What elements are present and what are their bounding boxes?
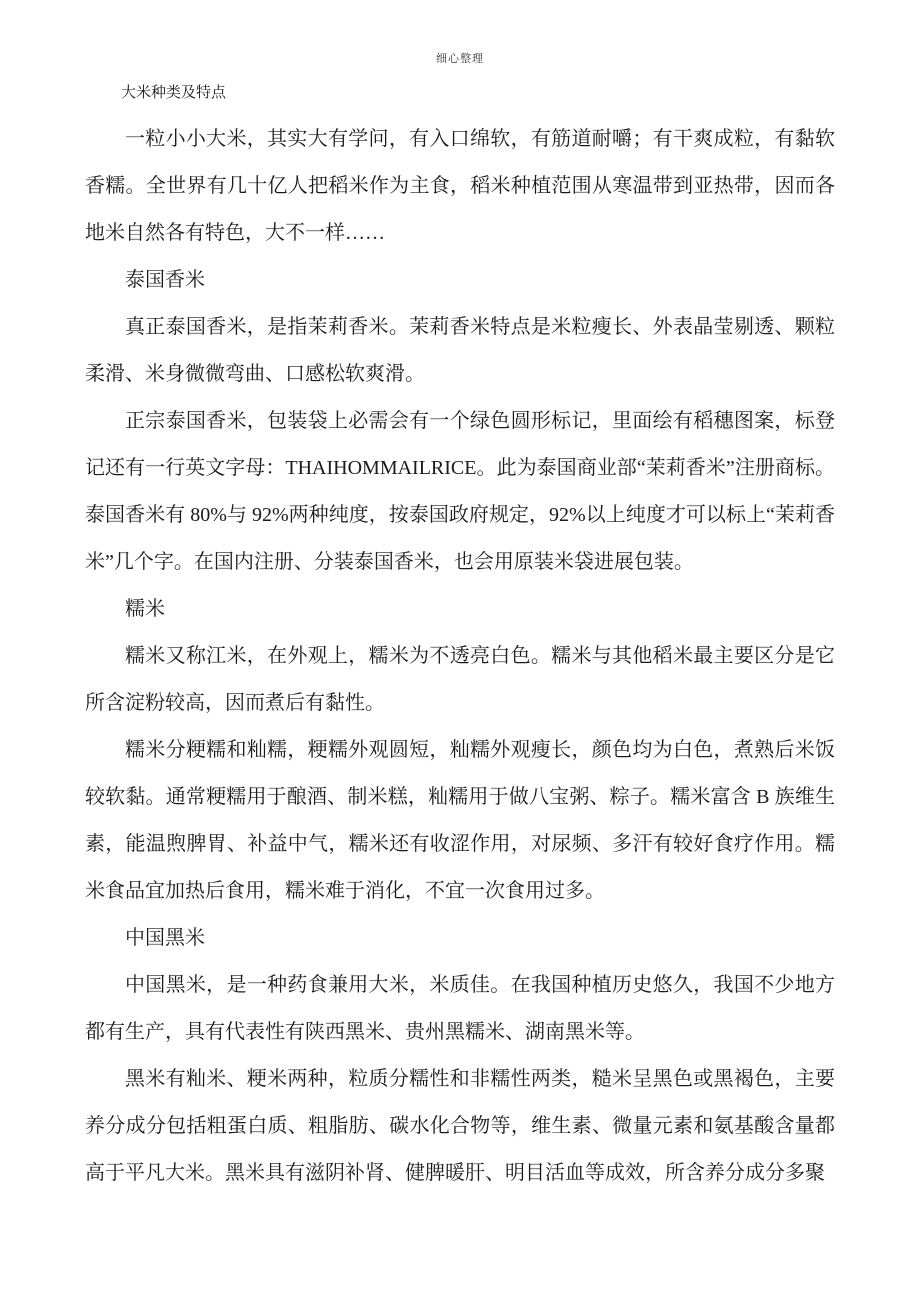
paragraph-thai-rice-2: 正宗泰国香米，包装袋上必需会有一个绿色圆形标记，里面绘有稻穗图案，标登记还有一行英文字母：THAIHOMMAILRICE。此为泰国商业部“茉莉香米”注册商标。泰国香米有 80%与 92%两种纯度，按泰国政府规定，92%以上纯度才可以标上“茉莉香米”几个字。在国内注册、分装泰国香米，也会用原装米袋进展包装。 <box>85 410 835 573</box>
section-heading-black-rice: 中国黑米 <box>125 927 205 949</box>
paragraph-glutinous-rice-1: 糯米又称江米，在外观上，糯米为不透亮白色。糯米与其他稻米最主要区分是它所含淀粉较高，因而煮后有黏性。 <box>85 645 835 714</box>
section-heading-glutinous-rice: 糯米 <box>125 598 165 620</box>
paragraph-glutinous-rice-2: 糯米分粳糯和籼糯，粳糯外观圆短，籼糯外观瘦长，颜色均为白色，煮熟后米饭较软黏。通常粳糯用于酿酒、制米糕，籼糯用于做八宝粥、粽子。糯米富含 B 族维生素，能温煦脾胃、补益中气，糯米还有收涩作用，对尿频、多汗有较好食疗作用。糯米食品宜加热后食用，糯米难于消化，不宜一次食用过多。 <box>85 739 835 902</box>
paragraph-black-rice-1: 中国黑米，是一种药食兼用大米，米质佳。在我国种植历史悠久，我国不少地方都有生产，具有代表性有陕西黑米、贵州黑糯米、湖南黑米等。 <box>85 974 835 1043</box>
paragraph-intro: 一粒小小大米，其实大有学问，有入口绵软，有筋道耐嚼；有干爽成粒，有黏软香糯。全世界有几十亿人把稻米作为主食，稻米种植范围从寒温带到亚热带，因而各地米自然各有特色，大不一样…… <box>85 128 835 244</box>
section-heading-thai-rice: 泰国香米 <box>125 269 205 291</box>
paragraph-black-rice-2: 黑米有籼米、粳米两种，粒质分糯性和非糯性两类，糙米呈黑色或黑褐色，主要养分成分包括粗蛋白质、粗脂肪、碳水化合物等，维生素、微量元素和氨基酸含量都高于平凡大米。黑米具有滋阴补肾、健脾暖肝、明目活血等成效，所含养分成分多聚 <box>85 1068 835 1184</box>
paragraph-thai-rice-1: 真正泰国香米，是指茉莉香米。茉莉香米特点是米粒瘦长、外表晶莹剔透、颗粒柔滑、米身微微弯曲、口感松软爽滑。 <box>85 316 835 385</box>
doc-title: 大米种类及特点 <box>121 85 227 101</box>
header-note: 细心整理 <box>436 53 484 65</box>
